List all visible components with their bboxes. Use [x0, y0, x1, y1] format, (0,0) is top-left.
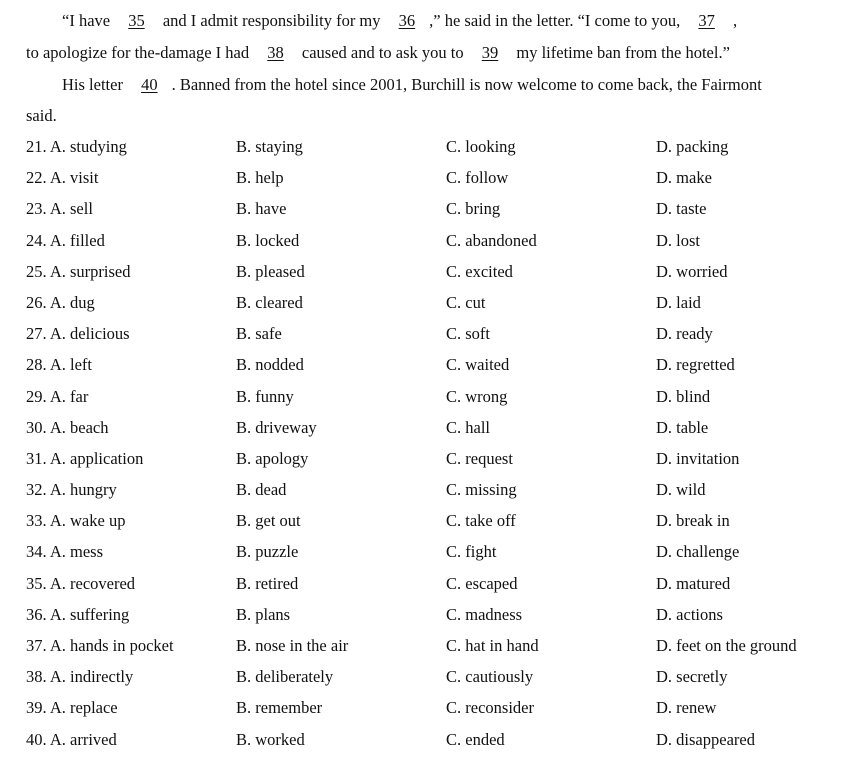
- option-d: [656, 168, 712, 188]
- option-text: D. invitation: [656, 448, 740, 468]
- option-c: [446, 293, 485, 313]
- question-number: 32.: [26, 480, 47, 500]
- option-d: [656, 355, 735, 375]
- option-d: [656, 231, 700, 251]
- option-d: [656, 605, 723, 625]
- question-number: 37.: [26, 636, 47, 655]
- option-text: C. missing: [446, 480, 517, 500]
- question-number: 26.: [26, 292, 47, 312]
- option-c: [446, 605, 522, 625]
- option-a: [26, 605, 129, 625]
- question-number: 39.: [26, 698, 47, 718]
- option-text: A. application: [49, 448, 144, 468]
- option-text: B. nose in the air: [236, 636, 349, 655]
- option-text: B. dead: [236, 480, 287, 500]
- option-text: C. bring: [446, 199, 501, 219]
- option-d: [656, 574, 730, 594]
- option-text: A. recovered: [49, 573, 136, 593]
- option-a: [26, 231, 105, 251]
- option-text: D. blind: [656, 386, 711, 406]
- passage-text: to apologize for the-damage I had: [26, 43, 254, 62]
- question-number: 38.: [26, 667, 47, 687]
- option-text: C. reconsider: [446, 698, 534, 718]
- option-text: C. wrong: [446, 386, 508, 406]
- blank-40: 40: [141, 75, 158, 94]
- option-text: D. challenge: [656, 542, 740, 562]
- option-text: A. delicious: [49, 324, 130, 344]
- option-text: B. retired: [236, 573, 299, 593]
- option-c: [446, 137, 516, 157]
- option-d: [656, 293, 701, 313]
- option-b: [236, 480, 286, 500]
- option-text: A. far: [49, 386, 89, 406]
- passage-line-4: [26, 106, 57, 126]
- option-text: A. visit: [49, 168, 99, 188]
- option-text: C. soft: [446, 324, 491, 344]
- option-a: [26, 542, 103, 562]
- passage-text: ,: [728, 11, 738, 30]
- option-b: [236, 418, 317, 438]
- option-text: D. lost: [656, 230, 701, 250]
- option-text: B. apology: [236, 448, 309, 468]
- passage-text: “I have: [62, 11, 115, 30]
- option-text: C. abandoned: [446, 230, 537, 250]
- option-text: C. escaped: [446, 573, 518, 593]
- option-text: C. follow: [446, 168, 509, 188]
- option-c: [446, 730, 505, 750]
- option-text: B. driveway: [236, 417, 317, 437]
- option-a: [26, 137, 127, 157]
- option-text: D. worried: [656, 261, 728, 281]
- option-c: [446, 542, 496, 562]
- option-text: A. beach: [49, 417, 109, 437]
- option-text: C. cut: [446, 292, 486, 312]
- option-b: [236, 355, 304, 375]
- option-text: D. make: [656, 168, 712, 188]
- option-b: [236, 511, 301, 531]
- question-number: 22.: [26, 168, 47, 188]
- option-text: B. deliberately: [236, 667, 334, 687]
- question-number: 25.: [26, 261, 47, 281]
- option-text: A. replace: [49, 698, 118, 718]
- option-a: [26, 480, 117, 500]
- option-b: [236, 449, 308, 469]
- option-b: [236, 636, 348, 656]
- option-a: [26, 324, 130, 344]
- option-d: [656, 636, 797, 656]
- option-a: [26, 355, 92, 375]
- passage-line-3: [62, 75, 762, 95]
- passage-text: His letter: [62, 75, 128, 94]
- option-a: [26, 387, 88, 407]
- option-d: [656, 199, 706, 219]
- option-text: B. have: [236, 199, 287, 219]
- option-a: [26, 168, 98, 188]
- option-d: [656, 730, 755, 750]
- option-text: A. sell: [49, 199, 93, 219]
- question-number: 29.: [26, 386, 47, 406]
- option-b: [236, 667, 333, 687]
- option-text: C. hall: [446, 417, 490, 437]
- option-text: C. waited: [446, 355, 510, 375]
- option-text: D. secretly: [656, 667, 728, 687]
- option-b: [236, 293, 303, 313]
- option-a: [26, 449, 143, 469]
- option-d: [656, 262, 727, 282]
- question-number: 35.: [26, 573, 47, 593]
- option-text: B. nodded: [236, 355, 304, 375]
- option-text: D. table: [656, 417, 709, 437]
- option-b: [236, 231, 299, 251]
- option-a: [26, 636, 174, 656]
- option-a: [26, 199, 93, 219]
- option-text: A. studying: [49, 137, 127, 156]
- option-text: A. left: [49, 355, 92, 375]
- blank-38: 38: [267, 43, 284, 62]
- option-text: D. ready: [656, 324, 713, 344]
- option-d: [656, 324, 713, 344]
- option-c: [446, 324, 490, 344]
- blank-36: 36: [398, 11, 416, 30]
- question-number: 28.: [26, 355, 47, 375]
- option-text: B. remember: [236, 698, 323, 718]
- passage-text: and I admit responsibility for my: [158, 11, 385, 30]
- option-text: C. hat in hand: [446, 636, 539, 655]
- option-d: [656, 667, 727, 687]
- passage-text: said.: [26, 106, 57, 125]
- option-a: [26, 574, 135, 594]
- question-number: 24.: [26, 230, 47, 250]
- blank-37: 37: [698, 11, 715, 30]
- option-d: [656, 449, 739, 469]
- option-text: D. taste: [656, 199, 707, 219]
- option-text: A. filled: [49, 230, 105, 250]
- option-d: [656, 137, 728, 157]
- option-text: B. cleared: [236, 292, 303, 312]
- option-d: [656, 418, 708, 438]
- question-number: 30.: [26, 417, 47, 437]
- option-text: D. break in: [656, 511, 730, 531]
- option-text: D. feet on the ground: [656, 636, 797, 655]
- blank-39: 39: [481, 43, 499, 62]
- option-a: [26, 418, 108, 438]
- option-text: C. cautiously: [446, 667, 534, 687]
- option-b: [236, 730, 305, 750]
- option-text: A. indirectly: [49, 667, 134, 687]
- option-text: B. worked: [236, 729, 305, 749]
- option-text: D. matured: [656, 573, 731, 593]
- option-text: B. safe: [236, 324, 282, 344]
- option-text: D. laid: [656, 292, 701, 312]
- option-a: [26, 730, 117, 750]
- question-number: 33.: [26, 511, 47, 531]
- option-text: D. packing: [656, 137, 729, 156]
- question-number: 27.: [26, 324, 47, 344]
- option-c: [446, 574, 517, 594]
- passage-text: ,” he said in the letter. “I come to you,: [429, 11, 685, 30]
- option-a: [26, 293, 95, 313]
- option-text: A. wake up: [49, 511, 126, 531]
- option-a: [26, 511, 125, 531]
- option-text: C. looking: [446, 137, 516, 156]
- question-number: 40.: [26, 729, 47, 749]
- option-text: D. wild: [656, 480, 706, 500]
- option-c: [446, 199, 500, 219]
- passage-text: my lifetime ban from the hotel.”: [512, 43, 730, 62]
- option-c: [446, 418, 490, 438]
- question-number: 21.: [26, 137, 47, 156]
- blank-35: 35: [128, 11, 145, 30]
- option-text: A. hungry: [49, 480, 117, 500]
- option-c: [446, 511, 516, 531]
- option-c: [446, 231, 537, 251]
- question-number: 23.: [26, 199, 47, 219]
- option-c: [446, 480, 517, 500]
- option-text: C. request: [446, 448, 513, 468]
- option-text: B. pleased: [236, 261, 305, 281]
- option-text: C. take off: [446, 511, 516, 531]
- passage-line-2: [26, 43, 730, 63]
- option-b: [236, 324, 282, 344]
- passage-text: . Banned from the hotel since 2001, Burchill is now welcome to come back, the Fairmont: [171, 75, 762, 94]
- option-text: B. puzzle: [236, 542, 299, 562]
- option-b: [236, 137, 303, 157]
- option-text: B. locked: [236, 230, 300, 250]
- option-b: [236, 698, 322, 718]
- option-c: [446, 636, 539, 656]
- option-text: B. funny: [236, 386, 294, 406]
- option-text: C. madness: [446, 604, 523, 624]
- option-d: [656, 480, 706, 500]
- option-b: [236, 542, 298, 562]
- option-text: C. ended: [446, 729, 505, 749]
- option-text: A. arrived: [49, 729, 117, 749]
- option-b: [236, 199, 286, 219]
- option-b: [236, 574, 298, 594]
- option-text: C. fight: [446, 542, 497, 562]
- option-c: [446, 698, 534, 718]
- option-a: [26, 667, 133, 687]
- option-d: [656, 698, 716, 718]
- option-text: A. suffering: [49, 604, 130, 624]
- option-text: B. help: [236, 168, 284, 188]
- option-text: D. renew: [656, 698, 717, 718]
- option-text: C. excited: [446, 261, 513, 281]
- option-text: A. dug: [49, 292, 95, 312]
- question-number: 34.: [26, 542, 47, 562]
- option-a: [26, 262, 131, 282]
- option-b: [236, 168, 284, 188]
- passage-line-1: [62, 11, 737, 31]
- option-d: [656, 511, 730, 531]
- option-c: [446, 387, 507, 407]
- option-text: D. regretted: [656, 355, 735, 375]
- option-b: [236, 262, 305, 282]
- option-text: B. staying: [236, 137, 303, 156]
- option-b: [236, 605, 290, 625]
- option-text: B. plans: [236, 604, 291, 624]
- question-number: 31.: [26, 448, 47, 468]
- option-text: A. mess: [49, 542, 104, 562]
- option-d: [656, 542, 739, 562]
- option-c: [446, 355, 509, 375]
- option-text: B. get out: [236, 511, 301, 531]
- option-text: D. actions: [656, 604, 723, 624]
- question-number: 36.: [26, 604, 47, 624]
- option-text: A. hands in pocket: [49, 636, 174, 655]
- option-c: [446, 168, 508, 188]
- option-c: [446, 262, 513, 282]
- passage-text: caused and to ask you to: [297, 43, 468, 62]
- option-c: [446, 449, 513, 469]
- option-c: [446, 667, 533, 687]
- option-text: D. disappeared: [656, 729, 755, 749]
- option-a: [26, 698, 118, 718]
- option-b: [236, 387, 294, 407]
- option-d: [656, 387, 710, 407]
- option-text: A. surprised: [49, 261, 131, 281]
